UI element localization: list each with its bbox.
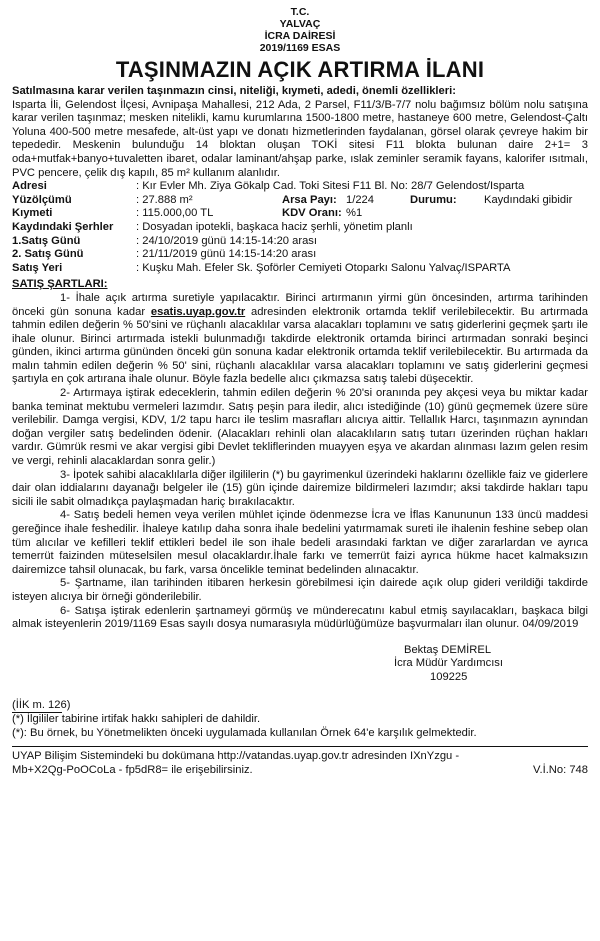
- info-row-area: [12, 194, 588, 208]
- info-row-value: [12, 207, 588, 221]
- signer-title: İcra Müdür Yardımcısı: [394, 657, 504, 670]
- info-row-sale-2: [12, 248, 588, 262]
- esatis-link[interactable]: esatis.uyap.gov.tr: [150, 305, 246, 318]
- status-value: Kaydındaki gibidir: [484, 193, 573, 206]
- value-label: Kıymeti: [12, 207, 53, 220]
- land-share-label: Arsa Payı:: [282, 193, 337, 206]
- address-value: : Kır Evler Mh. Ziya Gökalp Cad. Toki Sitesi F11 Bl. No: 28/7 Gelendost/Isparta: [136, 180, 525, 193]
- area-value: : 27.888 m²: [136, 193, 193, 206]
- uyap-footer: [12, 746, 588, 777]
- address-label: Adresi: [12, 180, 47, 193]
- ilk-reference: (İİK m. 126): [12, 698, 71, 711]
- terms-paragraph-1: [12, 292, 588, 387]
- terms-heading: SATIŞ ŞARTLARI:: [12, 278, 108, 291]
- info-row-address: [12, 180, 588, 194]
- sale-day-1-value: : 24/10/2019 günü 14:15-14:20 arası: [136, 234, 318, 247]
- signer-number: 109225: [430, 670, 468, 683]
- note-1: (*) İlgililer tabirine irtifak hakkı sahipleri de dahildir.: [12, 713, 261, 726]
- terms-paragraph-4: 4- Satış bedeli hemen veya verilen mühlet içinde ödenmezse İcra ve İflas Kanununun 133 üncü maddesi gereğince ihale feshedilir. İhaleye katılıp daha sonra ihale bedelini yatırmamak sureti ile ihalenin feshine sebep olan tüm alıcılar ve kefilleri teklif ettikleri bedel ile son ihale bedeli arasındaki farktan ve diğer zararlardan ve ayrıca temerrüt faizinden müteselsilen mesul olacaklardır.İhale farkı ve temerrüt faizi ayrıca hükme hacet kalmaksızın dairemizce tahsil olunacak, bu fark, varsa öncelikle teminat bedelinden alınacaktır.: [12, 509, 588, 576]
- terms-paragraph-3: 3- İpotek sahibi alacaklılarla diğer ilgililerin (*) bu gayrimenkul üzerindeki haklarını özellikle faiz ve giderlere dair olan iddialarını dayanağı belgeler ile (15) gün içinde dairemize bildirmeleri lazımdır; aksi takdirde hakları tapu sicili ile sabit olmadıkça paylaşmadan hariç bırakılacaktır.: [12, 468, 588, 508]
- info-row-records: [12, 221, 588, 235]
- signer-name: Bektaş DEMİREL: [404, 643, 492, 656]
- footer-text: UYAP Bilişim Sistemindeki bu dokümana http://vatandas.uyap.gov.tr adresinden IXnYzgu - Mb+X2Qg-PoOCoLa - fp5dR8= ile erişebilirsiniz.: [12, 750, 460, 776]
- records-value: : Dosyadan ipotekli, başkaca haciz şerhli, yönetim planlı: [136, 220, 413, 233]
- info-row-sale-1: [12, 235, 588, 249]
- terms-paragraph-5: 5- Şartname, ilan tarihinden itibaren herkesin görebilmesi için dairede açık olup gideri verildiği takdirde isteyen alıcıya bir örneği gönderilebilir.: [12, 577, 588, 603]
- terms-p1-start: 1- İhale açık artırma suretiyle yapılacaktır. Birinci artırmanın yirmi gün öncesinden, artırma tarihinden önceki gün sonuna kadar: [12, 291, 588, 318]
- header-city: YALVAÇ: [279, 18, 321, 30]
- status-label: Durumu:: [410, 193, 457, 206]
- terms-paragraph-6: 6- Satışa iştirak edenlerin şartnameyi görmüş ve münderecatını kabul etmiş sayılacakları, başkaca bilgi almak isteyenlerin 2019/1169 Esas sayılı dosya numarasıyla müdürlüğümüze başvurmaları ilan olunur. 04/09/2019: [12, 604, 588, 631]
- property-info: [12, 180, 588, 275]
- header-case-number: 2019/1169 ESAS: [259, 42, 341, 54]
- land-share-value: 1/224: [346, 193, 374, 206]
- area-label: Yüzölçümü: [12, 193, 72, 206]
- value-amount: : 115.000,00 TL: [136, 207, 214, 220]
- court-header: [12, 6, 588, 54]
- intro-text: Isparta İli, Gelendost İlçesi, Avnipaşa Mahallesi, 212 Ada, 2 Parsel, F11/3/B-7/7 nolu bağımsız bölüm nolu satışına karar verilen taşınmaz; mesken nitelikli, kamu kurumlarına 1500-1800 metre, hastaneye 600 metre, Gelendost-Çaltı Yoluna 400-500 metre mesafede, alt-üst yapı ve donatı hizmetlerinden faydalanan, görsel olarak çevreye hakim bir tepededir. Meskenin bulunduğu 14 bloktan oluşan TOKİ sitesi F11 blokta bulunan daire 2+1= 3 oda+mutfak+banyo+tuvaletten ibaret, odalar laminant/ahşap parke, ıslak zeminler seramik fayans, kalorifer ısıtmalı, PVC pencere, çelik dış kapılı, 85 m² kullanım alanlıdır.: [12, 98, 588, 179]
- terms-p1-end: adresinden elektronik ortamda teklif verilebilecektir. Bu artırmada tahmin edilen değerin % 50'sini ve rüçhanlı alacaklılar varsa alacakları toplamını ve satış giderlerini geçmek şartı ile ihale olunur. Birinci artırmada istekli bulunmadığı takdirde elektronik ortamda birinci artırmadan sonraki beşinci günden, ikinci artırma gününden önceki gün sonuna kadar elektronik ortamda teklif verilebilecektir. Bu artırmada da malın tahmin edilen değerin % 50' sini, rüçhanlı alacaklılar varsa alacakları toplamını ve satış giderlerini geçmesi şartıyla en çok artırana ihale olunur. Böyle fazla bedelle alıcı çıkmazsa satış talebi düşecektir.: [12, 305, 588, 386]
- sale-day-1-label: 1.Satış Günü: [12, 234, 81, 247]
- footer-vi-number: V.İ.No: 748: [533, 763, 588, 776]
- intro-heading: Satılmasına karar verilen taşınmazın cinsi, niteliği, kıymeti, adedi, önemli özellikleri:: [12, 85, 456, 97]
- vat-value: %1: [346, 207, 363, 220]
- signature-block: [394, 644, 588, 685]
- info-row-place: [12, 262, 588, 276]
- sale-place-value: : Kuşku Mah. Efeler Sk. Şoförler Cemiyeti Otoparkı Salonu Yalvaç/ISPARTA: [136, 261, 511, 274]
- sale-day-2-label: 2. Satış Günü: [12, 248, 84, 261]
- sale-day-2-value: : 21/11/2019 günü 14:15-14:20 arası: [136, 248, 317, 261]
- records-label: Kaydındaki Şerhler: [12, 220, 114, 233]
- page-title: TAŞINMAZIN AÇIK ARTIRMA İLANI: [115, 57, 485, 82]
- terms-paragraph-2: 2- Artırmaya iştirak edeceklerin, tahmin edilen değerin % 20'si oranında pey akçesi veya bu miktar kadar banka teminat mektubu vermeleri lazımdır. Satış peşin para iledir, alıcı istediğinde (10) günü geçmemek üzere süre verilebilir. Damga vergisi, KDV, 1/2 tapu harcı ile teslim masrafları alıcıya aittir. Tellallık Harcı, taşınmazın aynından doğan vergiler satış bedelinden ödenir. (Alacakları rehinli olan alacaklıların satış tutarı üzerinden rüçhan hakları vardır. Gümrük resmi ve akar vergisi gibi Devlet tekliflerinden muayyen eşya ve akardan alınması lazım gelen resim ve vergi, rehinli alacaklardan sonra gelir.): [12, 387, 588, 468]
- sale-place-label: Satış Yeri: [12, 261, 63, 274]
- header-office: İCRA DAİRESİ: [264, 30, 336, 42]
- vat-label: KDV Oranı:: [282, 207, 342, 220]
- note-2: (*): Bu örnek, bu Yönetmelikten önceki uygulamada kullanılan Örnek 64'e karşılık gelmektedir.: [12, 726, 477, 739]
- notes-block: [12, 699, 588, 741]
- header-tc: T.C.: [290, 6, 310, 18]
